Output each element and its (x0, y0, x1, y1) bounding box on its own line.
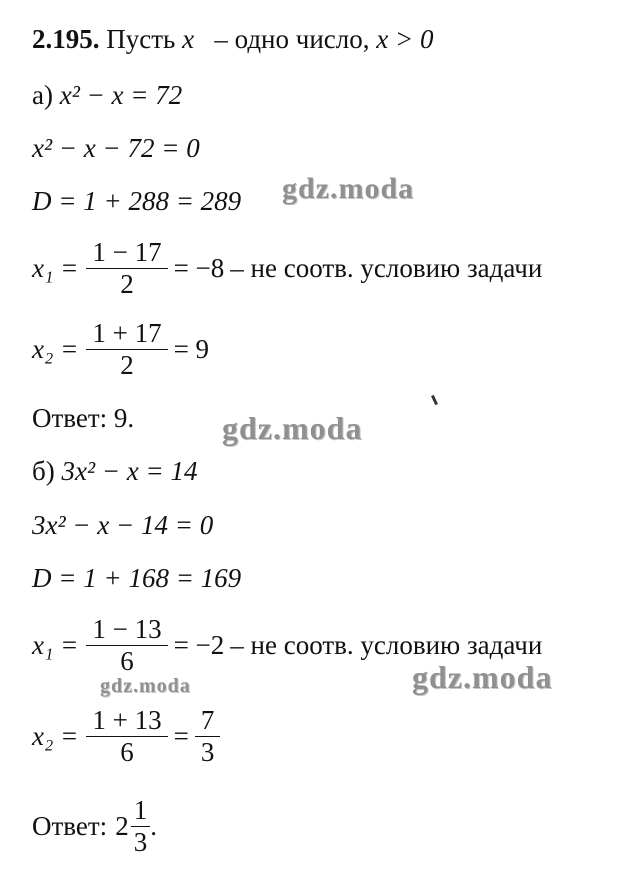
part-b-x2-result-fraction (195, 705, 221, 768)
part-a-discriminant: D = 1 + 288 = 289 (32, 186, 242, 216)
part-a-eq1-line (32, 82, 182, 109)
part-a-eq1: x² − x = 72 (59, 80, 183, 110)
part-b-x2-fraction (86, 705, 167, 768)
part-a-x2-lhs: x₂ = (32, 334, 79, 365)
part-b-eq1: 3x² − x = 14 (61, 456, 198, 486)
part-b-x2-numerator: 1 + 13 (92, 705, 162, 735)
part-b-x1-denominator: 6 (120, 646, 134, 677)
part-a-x2-denominator: 2 (120, 350, 134, 381)
intro-text: Пусть (106, 24, 176, 54)
part-b-answer-line (32, 795, 157, 858)
part-a-x1-note: – не соотв. условию задачи (230, 253, 543, 284)
part-a-answer: Ответ: 9. (32, 403, 135, 433)
part-b-x1-numerator: 1 − 13 (92, 614, 162, 644)
part-a-x1-lhs: x₁ = (32, 253, 79, 284)
part-b-answer-denominator: 3 (133, 827, 148, 858)
part-b-x2-result-numerator: 7 (200, 705, 215, 735)
watermark: gdz.moda (100, 675, 191, 697)
part-b-x2-denominator: 6 (120, 737, 134, 768)
problem-number: 2.195. (32, 24, 100, 54)
part-a-eq2: x² − x − 72 = 0 (32, 133, 200, 163)
part-b-x1-result: = −2 (173, 630, 225, 661)
part-a-x1-denominator: 2 (120, 269, 134, 300)
part-b-x1-lhs: x₁ = (32, 630, 79, 661)
watermark: gdz.moda (222, 410, 363, 446)
part-b-x2-line (32, 705, 220, 768)
part-b-label: б) (32, 456, 55, 486)
part-a-x1-line (32, 237, 542, 300)
part-a-x2-fraction (86, 318, 167, 381)
part-b-answer-numerator: 1 (133, 795, 148, 825)
part-b-answer-label: Ответ: (32, 811, 108, 842)
stray-mark (431, 395, 438, 405)
part-b-eq2: 3x² − x − 14 = 0 (32, 510, 214, 540)
part-a-x2-line (32, 318, 209, 381)
part-b-x1-note: – не соотв. условию задачи (230, 630, 543, 661)
part-b-discriminant: D = 1 + 168 = 169 (32, 563, 242, 593)
part-a-x1-fraction (86, 237, 167, 300)
part-b-answer-whole: 2 (115, 811, 129, 842)
variable-x: x (182, 24, 195, 54)
condition: x > 0 (376, 24, 434, 54)
part-a-label: а) (32, 80, 53, 110)
problem-header (32, 26, 433, 53)
part-b-answer-fraction (131, 795, 151, 858)
part-b-x2-equals: = (173, 721, 189, 752)
dash-text: – одно число, (214, 24, 370, 54)
part-a-x1-numerator: 1 − 17 (92, 237, 162, 267)
part-a-x2-numerator: 1 + 17 (92, 318, 162, 348)
part-a-x2-result: = 9 (173, 334, 210, 365)
part-b-x1-fraction (86, 614, 167, 677)
watermark: gdz.moda (282, 172, 415, 205)
part-b-x2-result-denominator: 3 (200, 737, 215, 768)
part-b-eq1-line (32, 458, 198, 485)
part-b-answer-dot: . (150, 811, 157, 842)
part-b-x2-lhs: x₂ = (32, 721, 79, 752)
part-a-x1-result: = −8 (173, 253, 225, 284)
watermark: gdz.moda (412, 659, 553, 695)
